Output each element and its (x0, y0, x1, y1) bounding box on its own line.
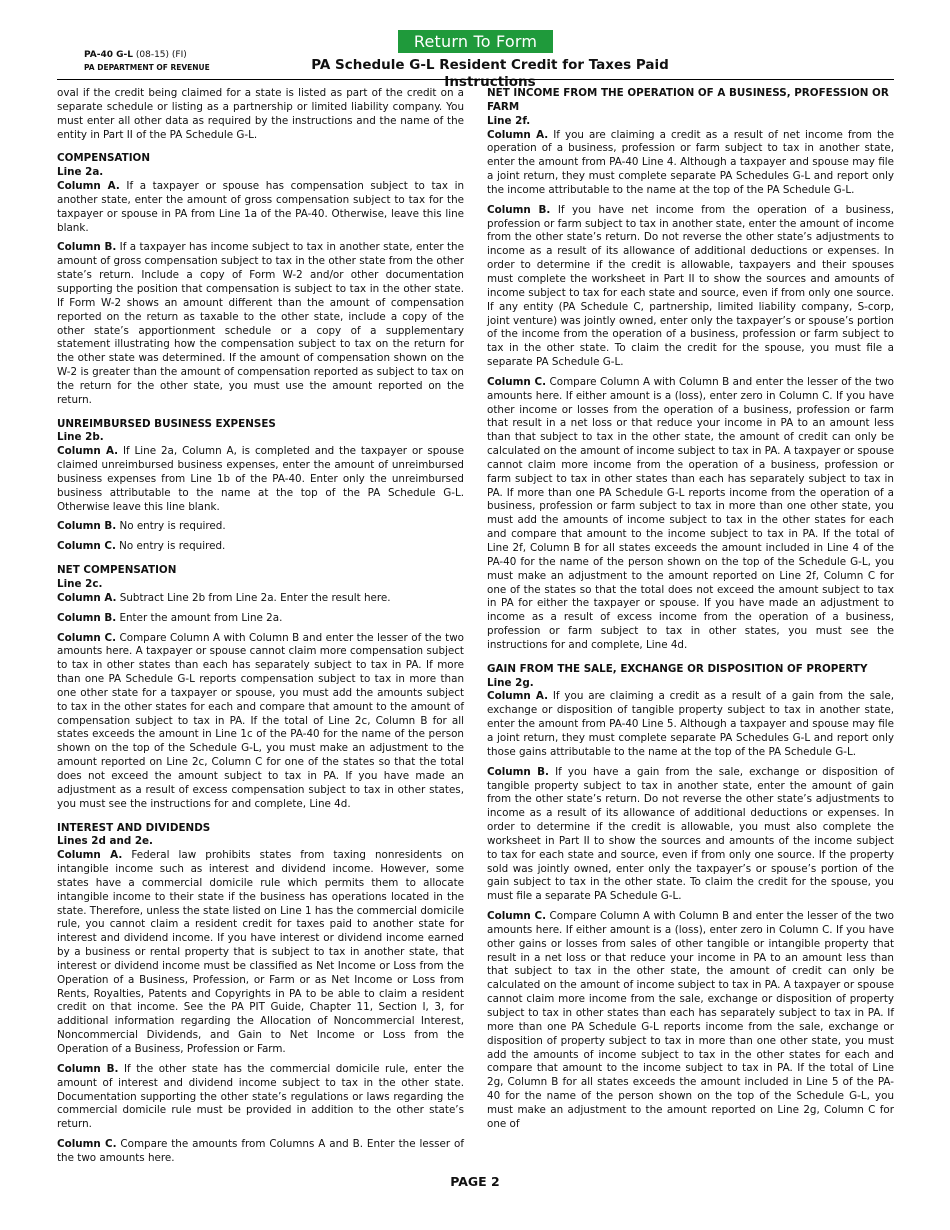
intro-section (57, 87, 464, 142)
paragraph-text: Compare Column A with Column B and enter the lesser of the two amounts here. A taxpayer or spouse cannot claim more compensation subject to tax in other states than each has separately subject to tax in PA. If more than one PA Schedule G-L reports compensation subject to tax in more than one other state for a taxpayer or spouse, you must add the amounts subject to tax in the other states for each and compare that amount to the amount of compensation subject to tax in PA. If the total of Line 2c, Column B for all states exceeds the amount in Line 1c of the PA-40 for the name of the person shown on the top of the Schedule G-L, you must make an adjustment to the amount reported on Line 2c, Column C for one of the states so that the total does not exceed the amount subject to tax in PA. If you have made an adjustment as a result of excess compensation subject to tax in other states, you must see the instructions for and complete, Line 4d. (57, 631, 464, 810)
column-label: Column A. (57, 445, 119, 458)
form-identifier (84, 50, 210, 73)
column-label: Column A. (57, 180, 120, 193)
paragraph (57, 849, 464, 1057)
section-heading: INTEREST AND DIVIDENDS (57, 821, 211, 834)
column-label: Column A. (487, 128, 549, 141)
paragraph (57, 540, 464, 554)
section-heading: UNREIMBURSED BUSINESS EXPENSES (57, 417, 276, 430)
section-heading: GAIN FROM THE SALE, EXCHANGE OR DISPOSITION OF PROPERTY (487, 662, 868, 675)
business-income-section (487, 87, 894, 653)
return-to-form-button[interactable]: Return To Form (398, 30, 553, 53)
column-label: Column C. (57, 540, 116, 553)
section-heading: COMPENSATION (57, 152, 150, 165)
paragraph (487, 376, 894, 653)
intro-paragraph: oval if the credit being claimed for a state is listed as part of the credit on a separate schedule or listing as a partnership or limited liability company. You must enter all other data as required by the instructions and the name of the entity in Part II of the PA Schedule G-L. (57, 87, 464, 141)
paragraph (57, 1138, 464, 1166)
column-label: Column B. (57, 611, 117, 624)
column-label: Column B. (487, 765, 549, 778)
paragraph-text: If you have a gain from the sale, exchange or disposition of tangible property subject to tax in another state, enter the amount of gain from the other state’s return. Do not reverse the other state’s adjustments to income as a result of its allowance of additional deductions or expenses. In order to determine if the credit is allowable, you must also complete the worksheet in Part II to show the sources and amounts of the income subject to tax for each state and source, even if from only one source. If the property sold was jointly owned, enter only the taxpayer’s or spouse’s portion of the gain subject to tax in the other state. To claim the credit for the spouse, you must file a separate PA Schedule G-L. (487, 765, 894, 903)
right-column (487, 87, 894, 1138)
paragraph (487, 766, 894, 904)
column-label: Column B. (57, 241, 117, 254)
line-label: Lines 2d and 2e. (57, 835, 153, 848)
section-heading: NET INCOME FROM THE OPERATION OF A BUSINESS, PROFESSION OR FARM (487, 87, 889, 113)
column-label: Column B. (57, 520, 117, 533)
section-heading: NET COMPENSATION (57, 564, 177, 577)
column-label: Column A. (57, 591, 117, 604)
paragraph-text: If a taxpayer has income subject to tax in another state, enter the amount of gross compensation subject to tax in the other state from the other state’s return. Include a copy of Form W-2 and/or other documentation supporting the position that compensation is subject to tax in the other state. If Form W-2 shows an amount different than the amount of compensation reported on the return as taxable to the other state, include a copy of the other state’s apportionment schedule or a copy of a supplementary statement illustrating how the compensation subject to tax on the return for the other state was determined. If the amount of compensation shown on the W-2 is greater than the amount of compensation reported as subject to tax on the return for the other state, you must use the amount reported on the return. (57, 241, 464, 406)
compensation-section (57, 152, 464, 407)
form-code: PA-40 G-L (84, 50, 133, 60)
line-label: Line 2b. (57, 431, 104, 444)
paragraph (57, 592, 464, 606)
paragraph (57, 632, 464, 812)
line-label: Line 2c. (57, 578, 103, 590)
paragraph-text: No entry is required. (119, 520, 226, 533)
paragraph-text: If you have net income from the operation of a business, profession or farm subject to tax in another state, enter the amount of income from the other state’s return. Do not reverse the other state’s adjustments to income as a result of its allowance of additional deductions or expenses. In order to determine if the credit is allowable, taxpayers and their spouses must complete the worksheet in Part II to show the sources and amounts of income subject to tax for each state and source, even if from only one source. If any entity (PA Schedule C, partnership, limited liability company, S-corp, joint venture) was jointly owned, enter only the taxpayer’s or spouse’s portion of the income from the operation of a business, profession or farm subject to tax in the other state. To claim the credit for the spouse, you must file a separate PA Schedule G-L. (487, 203, 895, 369)
column-label: Column A. (487, 690, 549, 703)
department-name: PA DEPARTMENT OF REVENUE (84, 63, 210, 72)
paragraph (57, 1063, 464, 1132)
page-title: PA Schedule G-L Resident Credit for Taxes Paid Instructions (311, 57, 669, 90)
column-label: Column C. (57, 631, 117, 644)
net-compensation-section (57, 564, 464, 811)
paragraph (487, 129, 894, 198)
page-number: PAGE 2 (450, 1174, 500, 1189)
paragraph-text: Federal law prohibits states from taxing nonresidents on intangible income such as interest and dividend income. However, some states have a commercial domicile rule which permits them to allocate intangible income to their state if the business has operations located in the state. Therefore, unless the state listed on Line 1 has the commercial domicile rule, you cannot claim a resident credit for taxes paid to another state for interest and dividend income. If you have interest or dividend income earned by a business or rental property that is subject to tax in another state, that interest or dividend income must be classified as Net Income or Loss from the Operation of a Business, Profession, or Farm or as Net Income or Loss from Rents, Royalties, Patents and Copyrights in PA to be able to claim a resident credit on that income. See the PA PIT Guide, Chapter 11, Section I, 3, for additional information regarding the Allocation of Noncommercial Interest, Noncommercial Dividends, and Gain to Net Income or Loss from the Operation of a Business, Profession or Farm. (57, 849, 464, 1055)
paragraph-text: If the other state has the commercial domicile rule, enter the amount of interest and dividend income subject to tax in the other state. Documentation supporting the other state’s regulations or laws regarding the commercial domicile rule must be provided in addition to the other state’s return. (57, 1062, 464, 1131)
paragraph-text: If a taxpayer or spouse has compensation subject to tax in another state, enter the amount of gross compensation subject to tax for the taxpayer or spouse in PA from Line 1a of the PA-40. Otherwise, leave this line blank. (57, 180, 464, 234)
left-column (57, 87, 464, 1172)
column-label: Column C. (487, 910, 547, 923)
paragraph (487, 910, 894, 1132)
paragraph-text: If Line 2a, Column A, is completed and the taxpayer or spouse claimed unreimbursed business expenses, enter the amount of unreimbursed business expenses from Line 1b of the PA-40. Enter only the unreimbursed business attributable to the name at the top of the PA Schedule G-L. Otherwise leave this line blank. (57, 445, 464, 513)
interest-dividends-section (57, 822, 464, 1166)
paragraph-text: Compare the amounts from Columns A and B. Enter the lesser of the two amounts here. (57, 1138, 464, 1164)
paragraph (57, 445, 464, 514)
unreimbursed-section (57, 418, 464, 555)
paragraph (57, 612, 464, 626)
column-label: Column B. (57, 1062, 119, 1075)
paragraph-text: No entry is required. (119, 540, 226, 553)
paragraph (57, 241, 464, 407)
column-label: Column C. (57, 1138, 117, 1151)
line-label: Line 2a. (57, 166, 104, 179)
column-label: Column C. (487, 375, 547, 388)
line-label: Line 2f. (487, 114, 531, 127)
paragraph-text: Enter the amount from Line 2a. (119, 611, 283, 624)
paragraph (487, 204, 894, 370)
paragraph (487, 690, 894, 759)
paragraph-text: Subtract Line 2b from Line 2a. Enter the result here. (119, 591, 391, 604)
paragraph (57, 180, 464, 235)
paragraph-text: Compare Column A with Column B and enter the lesser of the two amounts here. If either amount is a (loss), enter zero in Column C. If you have other gains or losses from sales of other tangible or intangible property that result in a net loss or that reduce your income in PA to an amount less than that subject to tax in the other state, the amount of credit can only be calculated on the amount of income subject to tax in PA. A taxpayer or spouse cannot claim more income from the sale, exchange or disposition of property subject to tax in other states than each has separately subject to tax in PA. If more than one PA Schedule G-L reports income from the sale, exchange or disposition of property subject to tax in more than one other state, you must add the amounts of income subject to tax in the other states for each and compare that amount to the income subject to tax in PA. If the total of Line 2g, Column B for all states exceeds the amount included in Line 5 of the PA-40 for the name of the person shown on the top of the Schedule G-L, you must make an adjustment to the amount reported on Line 2g, Column C for one of (487, 910, 894, 1130)
gain-section (487, 663, 894, 1132)
header-divider (57, 79, 894, 80)
paragraph-text: If you are claiming a credit as a result of a gain from the sale, exchange or disposition of tangible property subject to tax in another state, enter the amount from PA-40 Line 5. Although a taxpayer and spouse may file a joint return, they must complete separate PA Schedules G-L and report only those gains attributable to the name at the top of the PA Schedule G-L. (487, 690, 895, 758)
column-label: Column A. (57, 849, 123, 862)
paragraph-text: Compare Column A with Column B and enter the lesser of the two amounts here. If either amount is a (loss), enter zero in Column C. If you have other income or losses from the operation of a business, profession or farm that result in a net loss or that reduce your income in PA to an amount less than that subject to tax in the other state, the amount of credit can only be calculated on the amount of income subject to tax in PA. A taxpayer or spouse cannot claim more income from the operation of a business, profession or farm subject to tax in other states than each has separately subject to tax in PA. If more than one PA Schedule G-L reports income from the operation of a business, profession or farm subject to tax in more than one other state, you must add the amounts of income subject to tax in the other states for each and compare that amount to the income subject to tax in PA. If the total of Line 2f, Column B for all states exceeds the amount included in Line 4 of the PA-40 for the name of the person shown on the top of the Schedule G-L, you must make an adjustment to the amount reported on Line 2f, Column C for one of the states so that the total does not exceed the amount subject to tax in PA for either the taxpayer or spouse. If you have made an adjustment to income as a result of excess income from the operation of a business, profession or farm subject to tax in other states, you must see the instructions for and complete, Line 4d. (487, 375, 894, 651)
paragraph-text: If you are claiming a credit as a result of net income from the operation of a business, profession or farm subject to tax in another state, enter the amount from PA-40 Line 4. Although a taxpayer and spouse may file a joint return, they must complete separate PA Schedules G-L and report only the income attributable to the name at the top of the PA Schedule G-L. (487, 128, 894, 196)
column-label: Column B. (487, 203, 551, 216)
paragraph (57, 520, 464, 534)
form-version: (08-15) (FI) (135, 50, 187, 60)
line-label: Line 2g. (487, 676, 534, 689)
